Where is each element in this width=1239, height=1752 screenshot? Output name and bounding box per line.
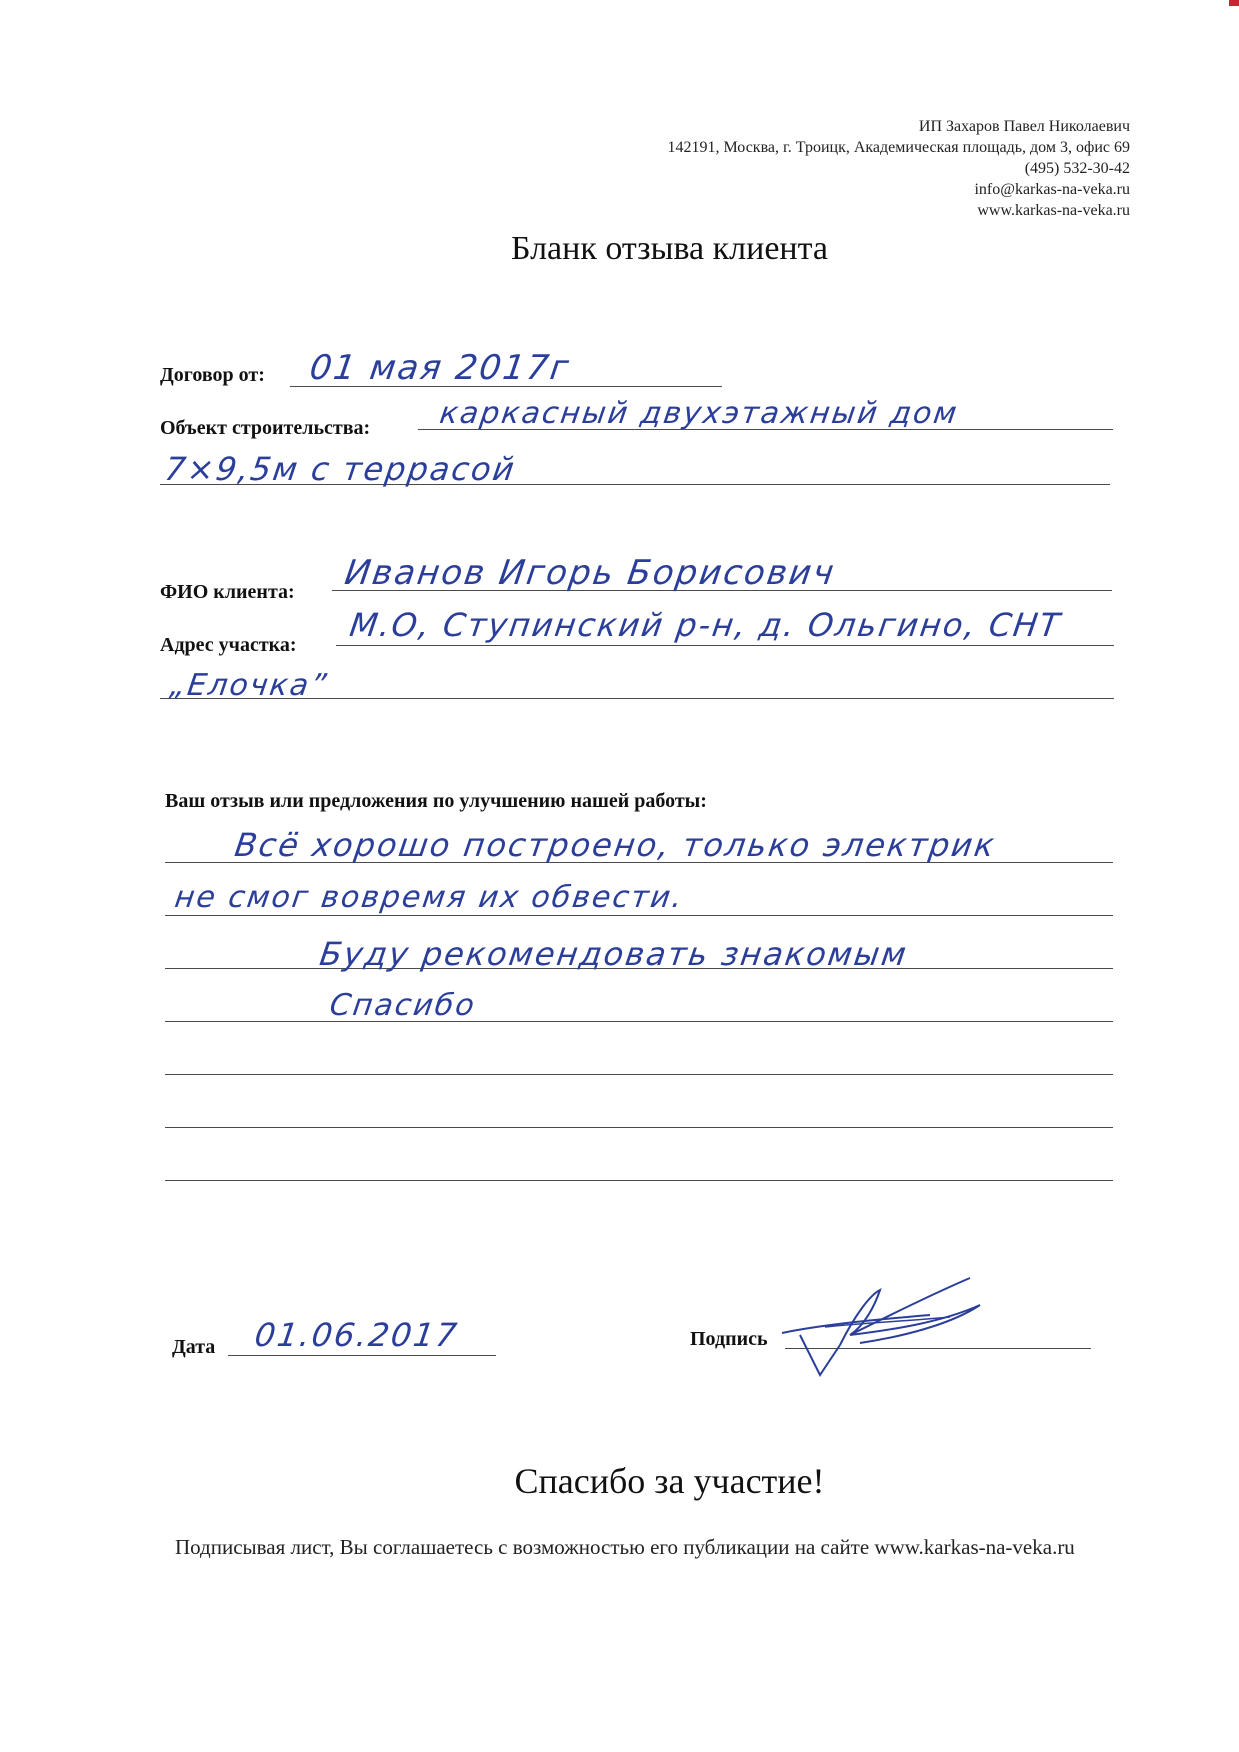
address-value-line1[interactable]: М.О, Ступинский р-н, д. Ольгино, СНТ [347, 606, 1064, 644]
client-label: ФИО клиента: [160, 581, 295, 603]
address-line-1 [336, 645, 1114, 646]
object-value-line1[interactable]: каркасный двухэтажный дом [437, 396, 961, 431]
company-address: 142191, Москва, г. Троицк, Академическая площадь, дом 3, офис 69 [667, 139, 1130, 156]
date-value[interactable]: 01.06.2017 [252, 1316, 461, 1354]
company-email: info@karkas-na-veka.ru [974, 181, 1130, 198]
company-website: www.karkas-na-veka.ru [977, 202, 1130, 219]
address-value-line2[interactable]: „Елочка” [167, 668, 331, 703]
client-value[interactable]: Иванов Игорь Борисович [342, 553, 839, 593]
corner-mark [1229, 0, 1239, 6]
feedback-text-3[interactable]: Буду рекомендовать знакомым [317, 935, 911, 973]
feedback-text-4[interactable]: Спасибо [327, 988, 479, 1023]
object-value-line2[interactable]: 7×9,5м с террасой [162, 450, 519, 488]
object-label: Объект строительства: [160, 417, 371, 439]
contract-value[interactable]: 01 мая 2017г [307, 348, 574, 388]
contract-label: Договор от: [160, 364, 265, 386]
feedback-text-1[interactable]: Всё хорошо построено, только электрик [232, 826, 999, 864]
company-phone: (495) 532-30-42 [1024, 160, 1130, 177]
feedback-line-2 [165, 915, 1113, 916]
company-name: ИП Захаров Павел Николаевич [918, 118, 1130, 135]
feedback-line-7 [165, 1180, 1113, 1181]
feedback-line-6 [165, 1127, 1113, 1128]
feedback-line-4 [165, 1021, 1113, 1022]
feedback-line-5 [165, 1074, 1113, 1075]
consent-text: Подписывая лист, Вы соглашаетесь с возможностью его публикации на сайте www.karkas-na-veka.ru [175, 1535, 1075, 1559]
signature-drawing [780, 1275, 1010, 1390]
date-line [228, 1355, 496, 1356]
form-title: Бланк отзыва клиента [511, 230, 828, 267]
date-label: Дата [172, 1336, 216, 1358]
address-label: Адрес участка: [160, 634, 297, 656]
company-header [667, 116, 1130, 221]
thanks-heading: Спасибо за участие! [514, 1461, 825, 1501]
feedback-text-2[interactable]: не смог вовремя их обвести. [172, 880, 687, 915]
feedback-label: Ваш отзыв или предложения по улучшению нашей работы: [165, 790, 707, 812]
signature-label: Подпись [690, 1328, 768, 1350]
